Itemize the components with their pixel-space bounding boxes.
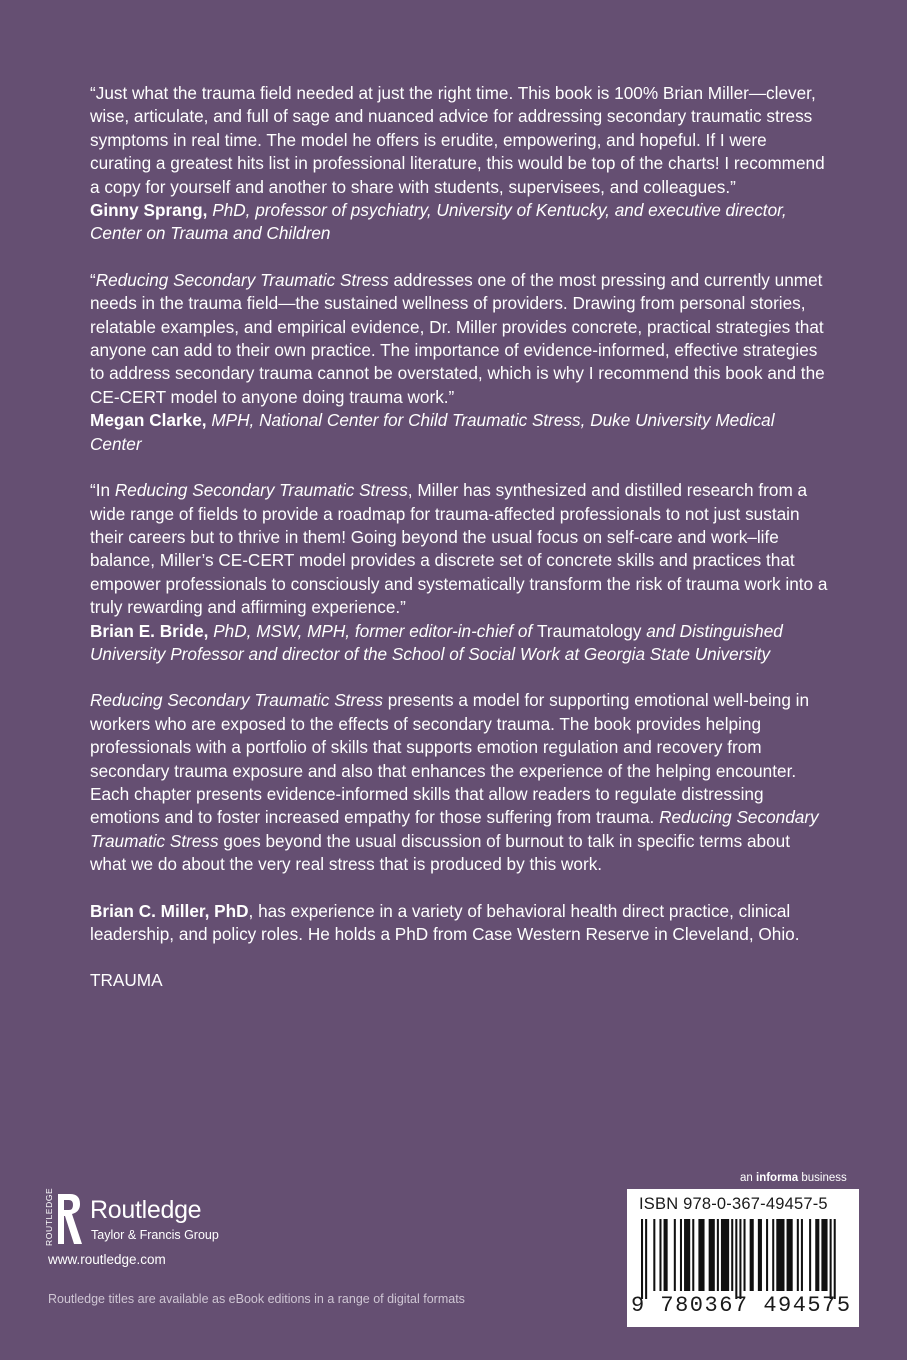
barcode-bar [698, 1219, 704, 1291]
barcode-bar [659, 1219, 661, 1291]
barcode-bar [680, 1219, 682, 1291]
endorser-name: Megan Clarke, [90, 410, 207, 431]
endorser-role-continued: and Distinguished University Professor and director of the School of Social Work at Georgia State University [90, 620, 783, 664]
author-bio-body: , has experience in a variety of behavioral health direct practice, clinical leadership, and policy roles. He holds a PhD from Case Western Reserve in Cleveland, Ohio. [90, 900, 800, 944]
barcode-bar [674, 1219, 676, 1291]
barcode-bar [684, 1219, 690, 1291]
endorsement-quote: “Just what the trauma field needed at just the right time. This book is 100% Brian Miller—clever, wise, articulate, and full of sage and nuanced advice for addressing secondary traumatic stress symptoms in real time. The model he offers is erudite, empowering, and hopeful. If I were curating a greatest hits list in professional literature, this would be top of the charts! I recommend a copy for yourself and another to share with students, supervisees, and colleagues.” [90, 83, 825, 197]
barcode-bar [750, 1219, 754, 1291]
endorsement-attribution [90, 409, 830, 456]
barcode-bar [717, 1219, 719, 1291]
barcode-bar [664, 1219, 668, 1291]
barcode-bar [821, 1219, 827, 1291]
informa-brand: informa [756, 1172, 799, 1184]
barcode-bar [776, 1219, 784, 1291]
book-title: Reducing Secondary Traumatic Stress [114, 480, 408, 501]
barcode-bar [641, 1219, 643, 1299]
endorsement-2 [90, 269, 830, 456]
endorser-name: Ginny Sprang, [90, 200, 208, 221]
publisher-group: Taylor & Francis Group [91, 1228, 219, 1242]
endorser-role: PhD, MSW, MPH, former editor-in-chief of [208, 620, 537, 641]
barcode-bar [766, 1219, 768, 1291]
isbn-label: ISBN 978-0-367-49457-5 [639, 1195, 828, 1213]
routledge-vertical-wordmark: ROUTLEDGE [44, 1188, 54, 1246]
endorsement-attribution [90, 199, 830, 246]
book-title: Reducing Secondary Traumatic Stress [90, 807, 819, 851]
barcode-bar [645, 1219, 647, 1299]
endorser-role: PhD, professor of psychiatry, University of Kentucky, and executive director, Center on Trauma and Children [90, 200, 787, 244]
endorsement-1 [90, 82, 830, 246]
endorsement-attribution [90, 620, 830, 667]
author-name: Brian C. Miller, PhD [90, 900, 249, 921]
publisher-url[interactable]: www.routledge.com [48, 1252, 166, 1267]
endorser-name: Brian E. Bride, [90, 620, 209, 641]
barcode-bars [633, 1219, 853, 1299]
book-title: Reducing Secondary Traumatic Stress [95, 269, 389, 290]
barcode-bar [692, 1219, 694, 1291]
publisher-name: Routledge [90, 1196, 202, 1224]
description-text [90, 689, 830, 876]
description-part: presents a model for supporting emotional well-being in workers who are exposed to the effects of secondary trauma. The book provides helping professionals with a portfolio of skills that supports emotion regulation and recovery from secondary trauma exposure and also that enhances the experience of the helping encounter. Each chapter presents evidence-informed skills that allow readers to regulate distressing emotions and to foster increased empathy for those suffering from trauma. [90, 690, 810, 828]
ebook-note: Routledge titles are available as eBook editions in a range of digital formats [48, 1292, 465, 1306]
informa-business-line [740, 1172, 847, 1184]
barcode-bar [815, 1219, 819, 1291]
barcode-bar [772, 1219, 774, 1291]
barcode-bar [739, 1219, 741, 1299]
routledge-logo [42, 1188, 282, 1248]
barcode-bar [830, 1219, 832, 1299]
barcode-bar [801, 1219, 803, 1291]
barcode-bar [731, 1219, 733, 1291]
routledge-r-icon [42, 1188, 86, 1248]
isbn-barcode [627, 1189, 859, 1327]
barcode-bar [758, 1219, 762, 1291]
barcode-bar [809, 1219, 811, 1291]
barcode-bar [744, 1219, 746, 1291]
author-bio [90, 900, 830, 947]
barcode-bar [653, 1219, 655, 1291]
book-title: Reducing Secondary Traumatic Stress [90, 690, 383, 711]
barcode-bar [834, 1219, 836, 1299]
barcode-digits: 9 780367 494575 [631, 1293, 852, 1318]
quote-text: , Miller has synthesized and distilled research from a wide range of fields to provide a roadmap for trauma-affected professionals to not just sustain their careers but to thrive in them! Going beyond the usual focus on self-care and work–life balance, Miller’s CE-CERT model provides a discrete set of concrete skills and practices that empower professionals to consciously and systematically transform the risk of trauma work into a truly rewarding and affirming experience.” [90, 480, 828, 618]
endorsement-quote [90, 269, 830, 409]
endorser-role: MPH, National Center for Child Traumatic Stress, Duke University Medical Center [90, 410, 775, 454]
author-bio-text [90, 900, 830, 947]
barcode-bar [721, 1219, 729, 1291]
subject-category: TRAUMA [90, 970, 163, 991]
endorsement-quote [90, 479, 830, 619]
barcode-bar [787, 1219, 793, 1291]
barcode-bar [797, 1219, 799, 1291]
quote-mark: “ [90, 269, 96, 290]
barcode-bar [735, 1219, 737, 1299]
back-cover-text [90, 82, 830, 1010]
informa-suffix: business [798, 1172, 847, 1184]
barcode-bar [709, 1219, 715, 1291]
quote-text: addresses one of the most pressing and currently unmet needs in the trauma field—the sustained wellness of providers. Drawing from personal stories, relatable examples, and empirical evidence, Dr. Miller provides concrete, practical strategies that anyone can add to their own practice. The importance of evidence-informed, effective strategies to address secondary trauma cannot be overstated, which is why I recommend this book and the CE-CERT model to anyone doing trauma work.” [90, 269, 825, 407]
quote-open: “In [90, 480, 115, 501]
journal-title: Traumatology [537, 620, 642, 641]
informa-prefix: an [740, 1172, 756, 1184]
description-part: goes beyond the usual discussion of burnout to talk in specific terms about what we do about the very real stress that is produced by this work. [90, 830, 790, 875]
book-description [90, 689, 830, 876]
endorsement-3 [90, 479, 830, 666]
